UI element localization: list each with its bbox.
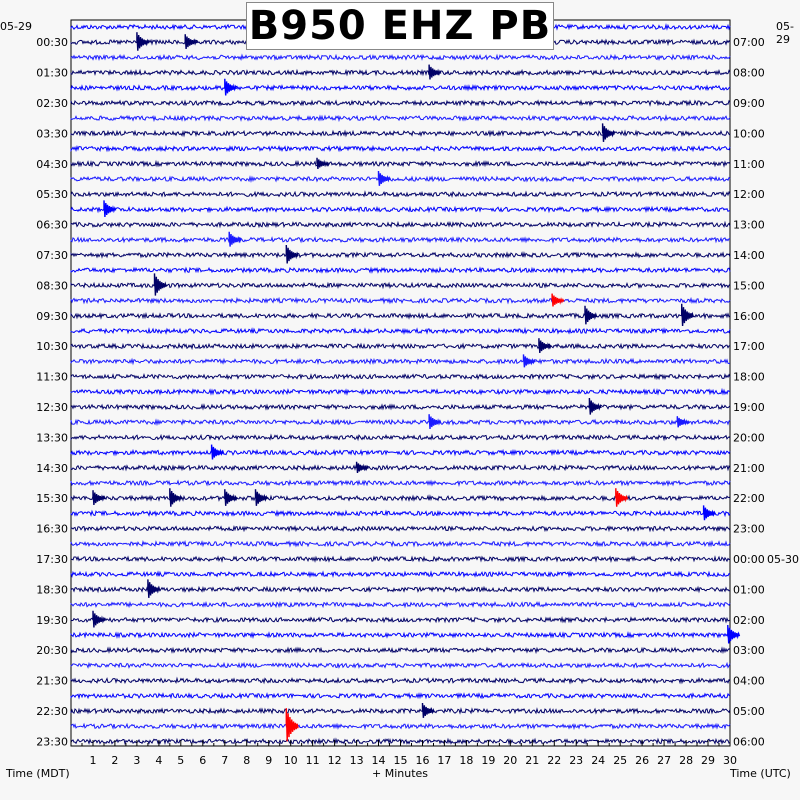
trace-row-25 [71,405,730,409]
trace-row-43 [71,679,730,683]
seismic-event-28 [93,611,105,628]
x-tick-label: 18 [459,754,474,767]
x-tick-label: 26 [635,754,650,767]
left-time-label: 01:30 [36,66,68,80]
trace-row-42 [71,663,730,667]
left-date-label: 05-29 [0,20,32,33]
trace-row-37 [71,587,730,591]
x-tick-label: 9 [265,754,273,767]
x-tick-label: 17 [437,754,452,767]
trace-row-18 [71,299,730,303]
right-time-label: 23:00 [733,522,765,536]
x-tick-label: 28 [679,754,694,767]
seismic-event-26 [704,505,716,520]
trace-row-40 [71,633,730,637]
seismic-event-9 [286,245,298,264]
trace-row-44 [71,694,730,698]
trace-row-28 [71,451,730,455]
seismic-event-3 [225,79,237,96]
seismic-event-29 [728,625,740,644]
seismic-event-12 [585,306,597,325]
left-time-label: 09:30 [36,309,68,323]
x-tick-label: 8 [243,754,251,767]
x-tick-label: 13 [349,754,364,767]
trace-row-21 [71,344,730,348]
seismic-event-20 [357,462,369,473]
trace-row-19 [71,314,730,318]
left-time-label: 13:30 [36,431,68,445]
trace-row-36 [71,572,730,576]
x-tick-label: 1 [89,754,97,767]
right-time-label: 21:00 [733,461,765,475]
left-time-label: 17:30 [36,553,68,566]
x-tick-label: 3 [133,754,141,767]
right-time-label: 19:00 [733,401,765,414]
left-time-axis [36,36,68,748]
right-time-label: 08:00 [733,66,765,80]
seismic-event-15 [524,354,536,367]
trace-row-15 [71,253,730,257]
left-time-label: 18:30 [36,583,68,597]
left-time-label: 03:30 [36,127,68,141]
right-time-label: 01:00 [733,583,765,597]
trace-row-5 [71,101,730,105]
trace-row-35 [71,557,730,561]
trace-row-16 [71,268,730,272]
trace-row-2 [71,55,730,59]
right-time-label: 15:00 [733,279,765,293]
x-tick-label: 11 [305,754,320,767]
left-time-label: 05:30 [36,188,68,202]
seismic-event-23 [170,488,182,507]
right-time-label: 12:00 [733,188,765,202]
trace-row-14 [71,238,730,242]
left-axis-title: Time (MDT) [6,767,70,780]
seismic-event-8 [229,232,241,247]
x-tick-label: 22 [547,754,562,767]
seismic-event-11 [552,294,564,307]
trace-row-38 [71,603,730,607]
trace-row-4 [71,86,730,90]
x-tick-label: 21 [525,754,540,767]
date-change-label: 05-30 [767,553,799,566]
seismic-event-30 [423,703,435,718]
trace-row-13 [71,223,730,227]
seismic-event-22 [616,488,628,507]
x-tick-label: 4 [155,754,163,767]
seismic-event-2 [429,65,441,80]
seismic-event-27 [148,579,160,598]
right-axis-title: Time (UTC) [730,767,791,780]
trace-row-3 [71,71,730,75]
x-tick-label: 25 [613,754,628,767]
x-tick-label: 10 [283,754,298,767]
seismic-event-14 [539,338,551,353]
x-tick-label: 16 [415,754,430,767]
seismic-event-25 [256,489,268,506]
trace-row-22 [71,359,730,363]
x-tick-label: 30 [723,754,737,767]
left-time-label: 02:30 [36,97,68,110]
x-tick-label: 7 [221,754,229,767]
trace-row-34 [71,542,730,546]
seismic-event-21 [93,490,105,505]
x-tick-label: 24 [591,754,606,767]
seismic-event-19 [212,445,224,460]
right-time-label: 14:00 [733,249,765,262]
seismic-event-18 [677,416,689,427]
seismic-event-1 [185,34,197,49]
seismic-event-17 [429,414,441,429]
x-tick-label: 29 [701,754,715,767]
trace-row-29 [71,466,730,470]
seismic-event-24 [225,489,237,506]
seismic-event-4 [603,123,615,141]
x-tick-label: 12 [327,754,342,767]
right-time-label: 00:00 [733,553,765,566]
left-time-label: 14:30 [36,461,68,475]
left-time-label: 07:30 [36,249,68,262]
trace-row-6 [71,116,730,120]
left-time-label: 23:30 [36,735,68,749]
left-time-label: 12:30 [36,401,68,414]
x-tick-label: 27 [657,754,672,767]
left-time-label: 08:30 [36,279,68,293]
right-time-label: 18:00 [733,370,765,384]
trace-row-45 [71,709,730,713]
left-time-label: 21:30 [36,674,68,688]
left-time-label: 15:30 [36,492,68,506]
seismic-event-5 [317,158,329,169]
trace-row-7 [71,131,730,135]
seismic-event-13 [682,304,694,326]
right-time-label: 13:00 [733,218,765,232]
x-tick-label: 14 [371,754,386,767]
left-time-label: 11:30 [36,370,68,384]
right-time-label: 04:00 [733,674,765,688]
right-time-label: 20:00 [733,431,765,445]
trace-row-46 [71,724,730,728]
station-title: B950 EHZ PB [246,2,554,50]
right-time-label: 06:00 [733,735,765,749]
trace-row-30 [71,481,730,485]
left-time-label: 20:30 [36,644,68,658]
trace-row-39 [71,618,730,622]
left-time-label: 19:30 [36,613,68,627]
trace-row-27 [71,435,730,439]
right-time-label: 02:00 [733,613,765,627]
seismic-event-16 [589,398,601,415]
right-time-label: 11:00 [733,157,765,171]
trace-row-33 [71,527,730,531]
left-time-label: 10:30 [36,340,68,354]
left-time-label: 22:30 [36,705,68,718]
x-tick-label: 23 [569,754,584,767]
trace-row-17 [71,283,730,287]
x-tick-label: 2 [111,754,119,767]
trace-row-41 [71,648,730,652]
right-time-label: 05:00 [733,705,765,718]
seismic-event-0 [137,32,149,51]
trace-row-10 [71,177,730,181]
trace-row-26 [71,420,730,424]
x-tick-label: 15 [393,754,408,767]
x-tick-label: 19 [481,754,496,767]
trace-row-23 [71,375,730,379]
right-time-label: 22:00 [733,492,765,506]
trace-row-9 [71,162,730,166]
trace-row-12 [71,207,730,211]
right-time-label: 16:00 [733,309,765,323]
trace-row-24 [71,390,730,394]
trace-row-8 [71,147,730,151]
seismic-event-6 [379,171,391,186]
right-time-label: 07:00 [733,36,765,50]
seismic-event-10 [155,273,167,295]
trace-row-20 [71,329,730,333]
trace-layer [71,25,730,744]
right-time-axis [733,36,765,748]
right-time-label: 10:00 [733,127,765,141]
left-time-label: 04:30 [36,157,68,171]
right-time-label: 09:00 [733,97,765,110]
x-tick-label: 5 [177,754,185,767]
right-time-label: 03:00 [733,644,765,658]
trace-row-32 [71,511,730,515]
trace-row-11 [71,192,730,196]
right-time-label: 17:00 [733,340,765,354]
left-time-label: 16:30 [36,522,68,536]
x-tick-label: 20 [503,754,518,767]
left-time-label: 00:30 [36,36,68,50]
left-time-label: 06:30 [36,218,68,232]
right-date-label: 05-29 [776,20,794,46]
x-tick-label: 6 [199,754,207,767]
x-axis-title: + Minutes [372,767,429,780]
seismic-event-7 [104,200,116,217]
